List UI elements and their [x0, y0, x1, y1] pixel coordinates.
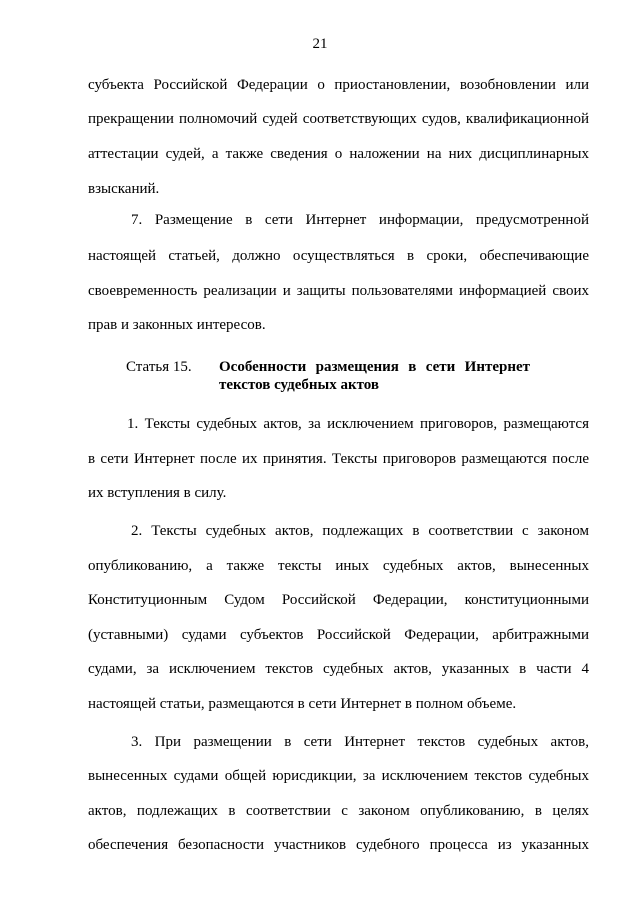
paragraph-line: опубликованию, а также тексты иных судебных актов, вынесенных: [88, 558, 589, 574]
paragraph-line: 7. Размещение в сети Интернет информации, предусмотренной: [131, 212, 589, 228]
paragraph-line: прав и законных интересов.: [88, 317, 266, 333]
article-label: Статья 15.: [126, 359, 192, 375]
paragraph-line: актов, подлежащих в соответствии с законом опубликованию, в целях: [88, 803, 589, 819]
paragraph-line: своевременность реализации и защиты пользователями информацией своих: [88, 283, 589, 299]
paragraph-line: аттестации судей, а также сведения о наложении на них дисциплинарных: [88, 146, 589, 162]
paragraph-line: 2. Тексты судебных актов, подлежащих в соответствии с законом: [131, 523, 589, 539]
article-title-line: текстов судебных актов: [219, 377, 380, 393]
paragraph-line: субъекта Российской Федерации о приостановлении, возобновлении или: [88, 77, 589, 93]
paragraph-line: взысканий.: [88, 181, 160, 197]
paragraph-line: настоящей статьей, должно осуществляться в сроки, обеспечивающие: [88, 248, 589, 264]
paragraph-line: 1. Тексты судебных актов, за исключением приговоров, размещаются: [127, 416, 589, 432]
page-number: 21: [312, 36, 328, 52]
paragraph-line: 3. При размещении в сети Интернет текстов судебных актов,: [131, 734, 589, 750]
paragraph-line: настоящей статьи, размещаются в сети Интернет в полном объеме.: [88, 696, 517, 712]
paragraph-line: Конституционным Судом Российской Федерации, конституционными: [88, 592, 589, 608]
paragraph-line: прекращении полномочий судей соответствующих судов, квалификационной: [88, 111, 589, 127]
paragraph-line: судами, за исключением текстов судебных актов, указанных в части 4: [88, 661, 589, 677]
paragraph-line: (уставными) судами субъектов Российской Федерации, арбитражными: [88, 627, 589, 643]
paragraph-line: в сети Интернет после их принятия. Тексты приговоров размещаются после: [88, 451, 589, 467]
article-title-line: Особенности размещения в сети Интернет: [219, 359, 530, 375]
paragraph-line: вынесенных судами общей юрисдикции, за исключением текстов судебных: [88, 768, 589, 784]
paragraph-line: обеспечения безопасности участников судебного процесса из указанных: [88, 837, 589, 853]
paragraph-line: их вступления в силу.: [88, 485, 227, 501]
